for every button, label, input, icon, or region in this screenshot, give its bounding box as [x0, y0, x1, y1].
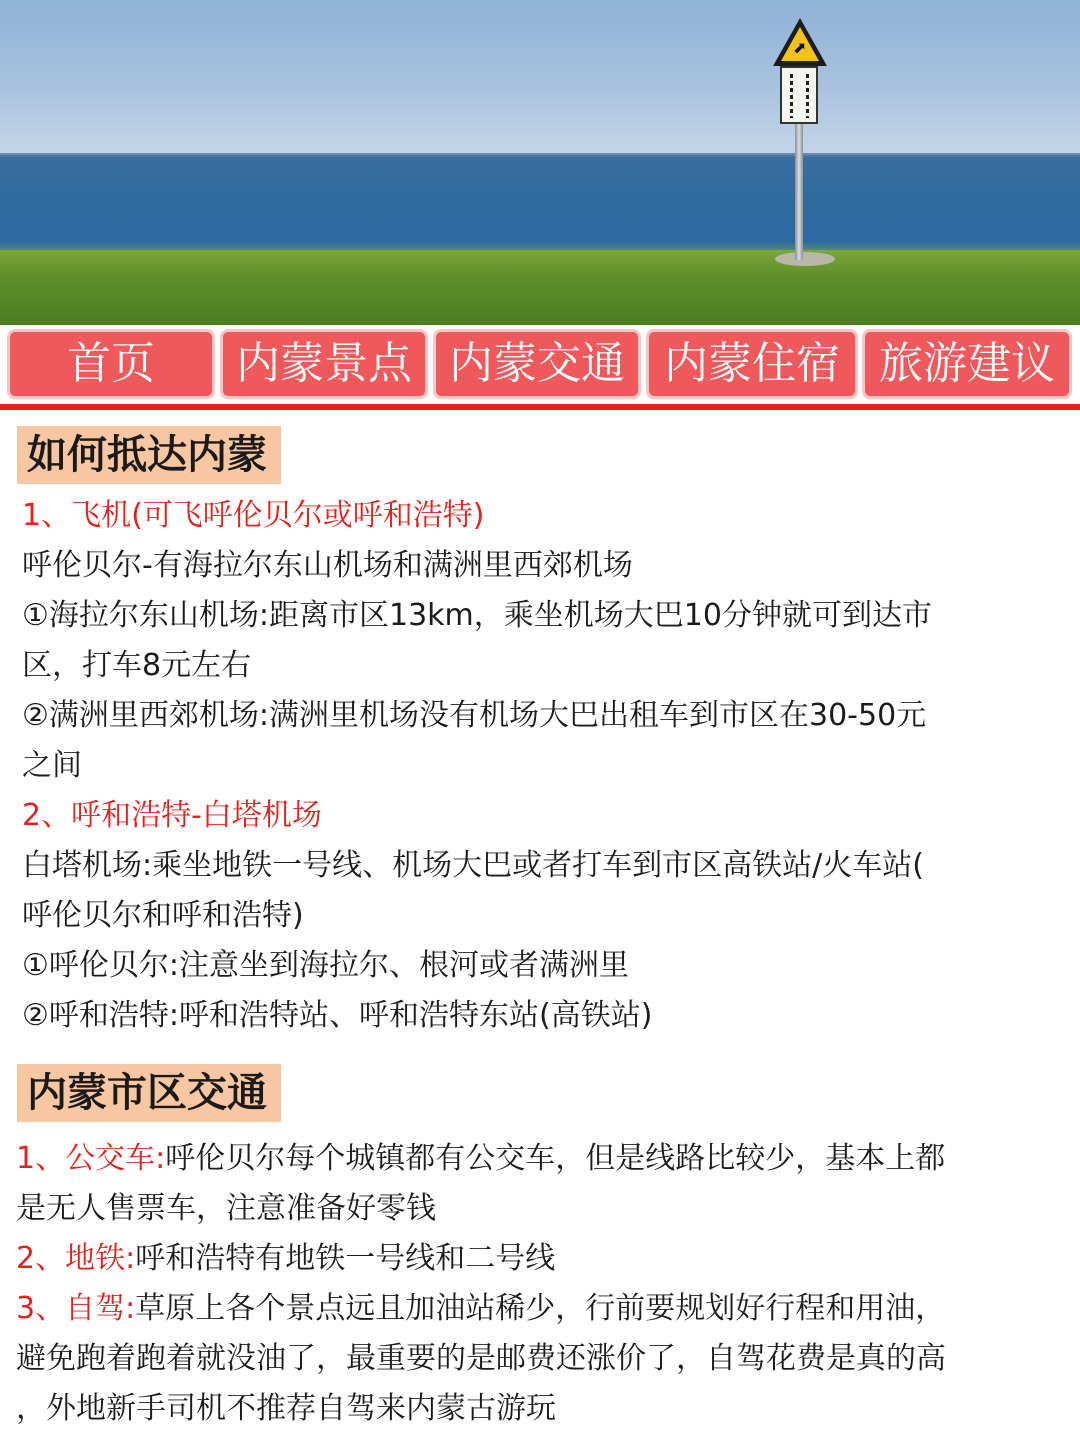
arrive-line-5: ②满洲里西郊机场:满洲里机场没有机场大巴出租车到市区在30-50元 — [22, 698, 927, 733]
sign-board — [780, 66, 818, 124]
nav-tab-lodging[interactable]: 内蒙住宿 — [646, 329, 858, 399]
arrive-line-8: 白塔机场:乘坐地铁一号线、机场大巴或者打车到市区高铁站/火车站( — [22, 848, 924, 883]
section-heading-city: 内蒙市区交通 — [17, 1064, 281, 1122]
arrive-line-4: 区，打车8元左右 — [22, 648, 252, 683]
nav-tab-attractions[interactable]: 内蒙景点 — [220, 329, 428, 399]
sign-pole — [795, 120, 803, 260]
city-item-label: 3、自驾: — [16, 1291, 136, 1326]
arrive-line-6: 之间 — [22, 748, 82, 783]
city-item-3-line-2: 避免跑着跑着就没油了，最重要的是邮费还涨价了，自驾花费是真的高 — [16, 1341, 946, 1376]
city-item-text: 呼和浩特有地铁一号线和二号线 — [135, 1241, 556, 1276]
city-item-2-line-1 — [16, 1239, 555, 1279]
city-item-text: 草原上各个景点远且加油站稀少，行前要规划好行程和用油， — [135, 1291, 946, 1326]
arrive-line-1: 1、飞机(可飞呼伦贝尔或呼和浩特) — [22, 498, 485, 533]
rock — [775, 252, 835, 266]
city-item-label: 2、地铁: — [16, 1241, 136, 1276]
city-item-1-line-1 — [16, 1139, 945, 1179]
sky — [0, 0, 1080, 160]
nav-bar — [0, 326, 1080, 402]
arrive-line-10: ①呼伦贝尔:注意坐到海拉尔、根河或者满洲里 — [22, 948, 630, 983]
nav-tab-tips[interactable]: 旅游建议 — [862, 329, 1072, 399]
grassland — [0, 250, 1080, 325]
falling-person-icon: ⬈ — [793, 38, 807, 57]
arrive-line-7: 2、呼和浩特-白塔机场 — [22, 798, 322, 833]
city-item-text: 呼伦贝尔每个城镇都有公交车，但是线路比较少，基本上都 — [165, 1141, 946, 1176]
horizon-line — [0, 153, 1080, 157]
hero-photo — [0, 0, 1080, 325]
nav-tab-home[interactable]: 首页 — [7, 329, 215, 399]
arrive-line-11: ②呼和浩特:呼和浩特站、呼和浩特东站(高铁站) — [22, 998, 653, 1033]
arrive-line-2: 呼伦贝尔-有海拉尔东山机场和满洲里西郊机场 — [22, 548, 633, 583]
nav-tab-transport[interactable]: 内蒙交通 — [433, 329, 641, 399]
arrive-line-9: 呼伦贝尔和呼和浩特) — [22, 898, 304, 933]
section-heading-arrive: 如何抵达内蒙 — [17, 426, 281, 484]
city-item-1-line-2: 是无人售票车，注意准备好零钱 — [16, 1191, 436, 1226]
city-item-label: 1、公交车: — [16, 1141, 166, 1176]
city-item-3-line-3: ，外地新手司机不推荐自驾来内蒙古游玩 — [16, 1391, 556, 1426]
nav-divider — [0, 404, 1080, 410]
arrive-line-3: ①海拉尔东山机场:距离市区13km，乘坐机场大巴10分钟就可到达市 — [22, 598, 932, 633]
city-item-3-line-1 — [16, 1289, 945, 1329]
